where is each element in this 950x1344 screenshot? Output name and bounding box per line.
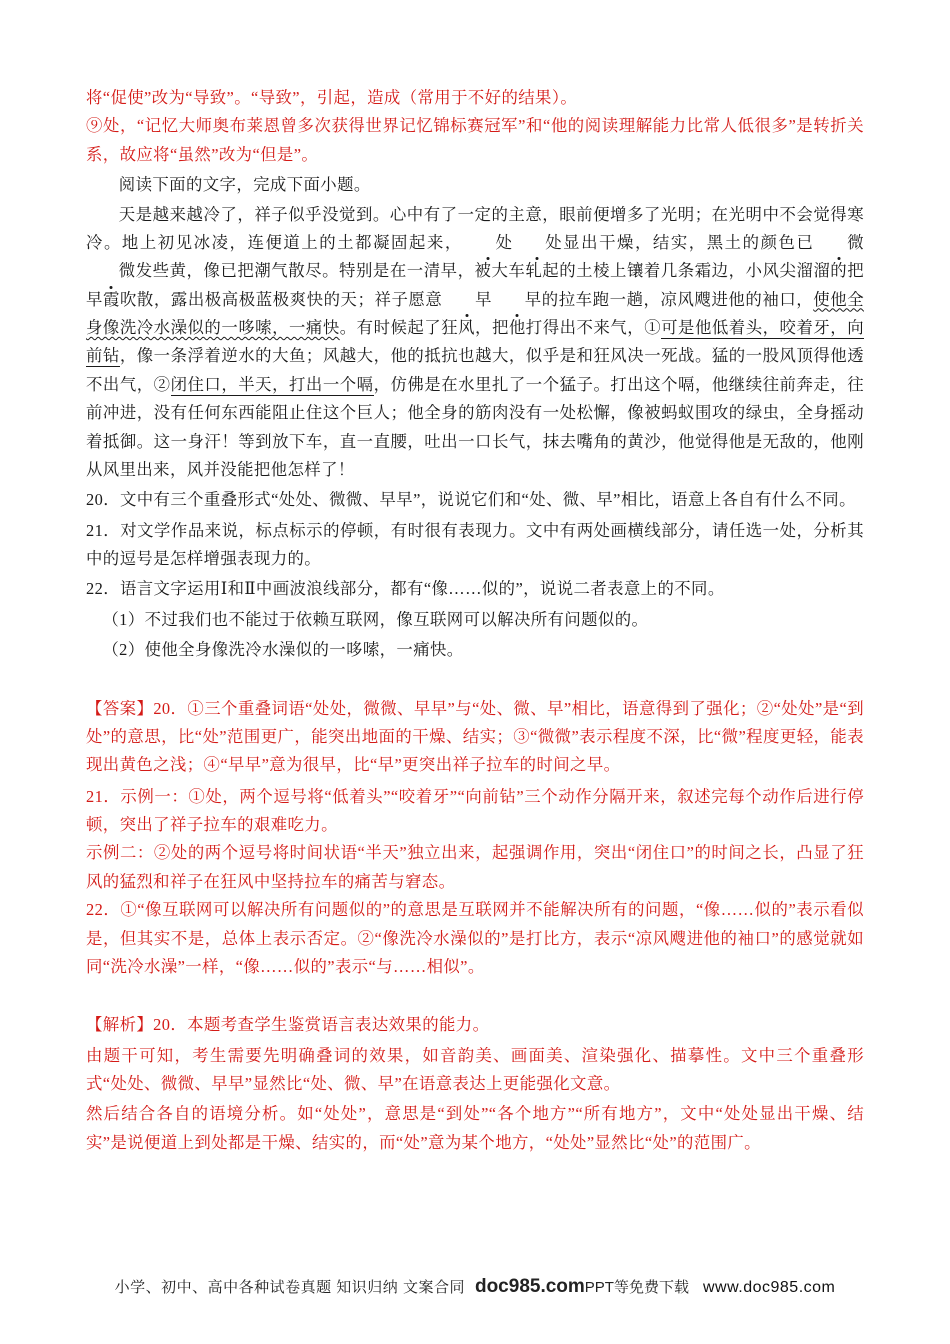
question-22-item-2: （2）使他全身像洗冷水澡似的一哆嗦，一痛快。 [102, 640, 464, 660]
footer-brand-name: doc985.com [474, 1276, 585, 1297]
page-footer [0, 1276, 950, 1298]
question-22: 22．语言文字运用Ⅰ和Ⅱ中画波浪线部分，都有“像……似的”，说说二者表意上的不同。 [86, 579, 725, 599]
emphasis-char: 早 [442, 286, 492, 314]
emphasis-char: 微 [86, 257, 136, 285]
underlined-segment-1: 可是他低着头，咬着牙，向前钻 [86, 318, 864, 366]
analysis-label: 【解析】 [86, 1015, 154, 1035]
answer-block-2: 示例二：②处的两个逗号将时间状语“半天”独立出来，起强调作用，突出“闭住口”的时间之长，凸显了狂风的猛烈和祥子在狂风中坚持拉车的痛苦与窘态。 [86, 843, 864, 891]
passage-text: 天是越来越冷了，祥子似乎没觉到。心中有了一定的主意，眼前便增多了光明；在光明中不会觉得寒冷。地上初见冰凌，连便道上的土都凝固起来， 处 处显出干燥，结实，黑土的颜色已 微微发些黄，像已把潮气散尽。特别是在一清早，被大车轧起的土棱上镶着几条霜边，小风尖溜溜的把早霞吹散，露出极高极蓝极爽快的天；祥子愿意 早 早的拉车跑一趟，凉风飕进他的袖口，使他全身像洗冷水澡似的一哆嗦，一痛快。有时候起了狂风，把他打得出不来气，①可是他低着头，咬着牙，向前钻，像一条浮着逆水的大鱼；风越大，他的抵抗也越大，似乎是和狂风决一死战。猛的一股风顶得他透不出气，②闭住口，半天，打出一个嗝，仿佛是在水里扎了一个猛子。打出这个嗝，他继续往前奔走，往前冲进，没有任何东西能阻止住这个巨人；他全身的筋肉没有一处松懈，像被蚂蚁围攻的绿虫，全身摇动着抵御。这一身汗！等到放下车，直一直腰，吐出一口长气，抹去嘴角的黄沙，他觉得他是无敌的，他刚从风里出来，风并没能把他怎样了！ [86, 204, 864, 479]
underlined-segment-2: 闭住口，半天，打出一个嗝 [170, 374, 374, 394]
analysis-block-2: 然后结合各自的语境分析。如“处处”，意思是“到处”“各个地方”“所有地方”，文中“处处显出干燥、结实”是说便道上到处都是干燥、结实的，而“处”意为某个地方，“处处”显然比“处”的范围广。 [86, 1104, 864, 1152]
footer-lead-text: 小学、初中、高中各种试卷真题 知识归纳 文案合同 [114, 1279, 465, 1296]
footer-url: www.doc985.com [702, 1279, 836, 1296]
emphasis-char: 处 [512, 229, 562, 257]
question-22-item-1: （1）不过我们也不能过于依赖互联网，像互联网可以解决所有问题似的。 [102, 609, 649, 629]
answer-label: 【答案】 [86, 698, 154, 718]
analysis-block-1: 由题干可知，考生需要先明确叠词的效果，如音韵美、画面美、渲染强化、描摹性。文中三个重叠形式“处处、微微、早早”显然比“处、微、早”在语意表达上更能强化文意。 [86, 1045, 864, 1093]
top-note-0: 将“促使”改为“导致”。“导致”，引起，造成（常用于不好的结果）。 [86, 88, 578, 107]
wavy-segment: 使他全身像洗冷水澡似的一哆嗦，一痛快 [86, 289, 864, 337]
emphasis-char: 早 [492, 286, 542, 314]
top-note-1: ⑨处，“记忆大师奥布莱恩曾多次获得世界记忆锦标赛冠军”和“他的阅读理解能力比常人低很多”是转折关系，故应将“虽然”改为“但是”。 [86, 116, 864, 164]
answer-block-0: 【答案】20．①三个重叠词语“处处，微微、早早”与“处、微、早”相比，语意得到了强化；②“处处”是“到处”的意思，比“处”范围更广，能突出地面的干燥、结实；③“微微”表示程度不深，比“微”程度更轻，能表现出黄色之浅；④“早早”意为很早，比“早”更突出祥子拉车的时间之早。 [86, 698, 864, 775]
reading-prompt: 阅读下面的文字，完成下面小题。 [118, 175, 371, 195]
question-21: 21．对文学作品来说，标点标示的停顿，有时很有表现力。文中有两处画横线部分，请任选一处，分析其中的逗号是怎样增强表现力的。 [86, 520, 864, 568]
question-20: 20．文中有三个重叠形式“处处、微微、早早”，说说它们和“处、微、早”相比，语意上各自有什么不同。 [86, 490, 856, 510]
answer-block-1: 21．示例一：①处，两个逗号将“低着头”“咬着牙”“向前钻”三个动作分隔开来，叙述完每个动作后进行停顿，突出了祥子拉车的艰难吃力。 [86, 786, 864, 834]
answer-block-3: 22．①“像互联网可以解决所有问题似的”的意思是互联网并不能解决所有的问题，“像……似的”表示看似是，但其实不是，总体上表示否定。②“像洗冷水澡似的”是打比方，表示“凉风飕进他的袖口”的感觉就如同“洗冷水澡”一样，“像……似的”表示“与……相似”。 [86, 900, 864, 976]
emphasis-char: 微 [814, 229, 864, 257]
footer-brand [475, 1276, 689, 1297]
emphasis-char: 处 [463, 229, 513, 257]
analysis-block-0: 【解析】20．本题考查学生鉴赏语言表达效果的能力。 [86, 1015, 490, 1035]
footer-brand-suffix: PPT等免费下载 [584, 1279, 689, 1296]
